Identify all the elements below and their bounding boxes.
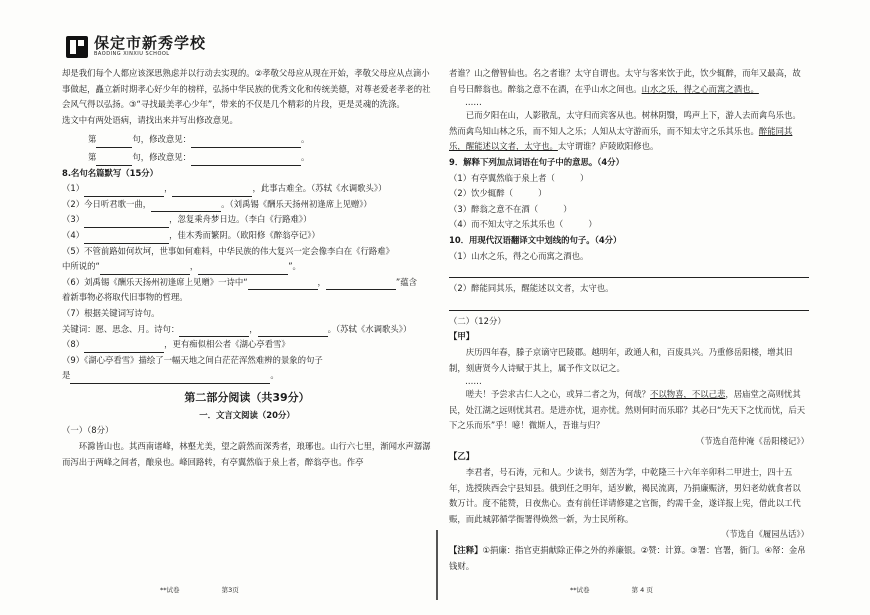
- q8-4-num: （4）: [62, 229, 85, 240]
- fix1-label: 第: [88, 134, 97, 145]
- q8-1-tail: ，此事古难全。（苏轼《水调歌头》）: [252, 183, 387, 194]
- q8-8-blank[interactable]: [84, 342, 164, 353]
- right-footer: [570, 585, 653, 594]
- q8-4-tail: ，佳木秀而繁阴。（欧阳修《醉翁亭记》）: [169, 229, 320, 240]
- q8-1-num: （1）: [62, 183, 85, 194]
- q8-6-blank-a[interactable]: [248, 279, 318, 290]
- q8-6-line2: 着新事物必将取代旧事物的哲理。: [62, 292, 188, 303]
- q9-1: （1）有亭翼然临于泉上者（ ）: [449, 172, 589, 183]
- left-para1: 却是我们每个人都应该深思熟虑并以行动去实现的。②孝敬父母应从现在开始，孝敬父母应从点滴小事做起，矗立新时期孝心好少年的榜样，弘扬中华民族的优秀文化和传统美德，对尊老爱老孝老的社会风气得以弘扬。③“寻找最美孝心少年”，带来的不仅是几个精彩的片段，更是灵魂的洗涤。: [62, 68, 431, 110]
- jia-para2-underlined: 不以物喜，不以己悲: [650, 389, 726, 400]
- q8-6-head: （6）刘禹锡《酬乐天扬州初逢席上见赠》一诗中“: [62, 276, 248, 287]
- q8-title: 8.名句名篇默写（15分）: [62, 167, 159, 178]
- q8-7-line2: [62, 322, 432, 338]
- note-text: ①捐廉：指官吏捐献除正俸之外的养廉银。②赞：计算。③署：官署，衙门。④帑：金帛钱财。: [449, 545, 806, 571]
- q8-7-blank-b[interactable]: [258, 326, 328, 337]
- fix2-label: 第: [88, 151, 97, 162]
- jia-para1: 庆历四年春，滕子京谪守巴陵郡。越明年，政通人和，百废具兴。乃重修岳阳楼，增其旧制，刻唐贤今人诗赋于其上，属予作文以记之。: [449, 346, 793, 373]
- q8-9-head: 是: [62, 370, 71, 381]
- q8-9-tail: 。: [270, 370, 279, 381]
- school-logo: [66, 36, 206, 58]
- q8-2-blank[interactable]: [151, 201, 221, 212]
- school-emblem-icon: [66, 36, 88, 58]
- q8-5: （5）不管前路如何坎坷，世事如何难料，中华民族的伟大复兴一定会像李白在《行路难》: [62, 245, 394, 256]
- q8-9: （9）《湖心亭看雪》描绘了一幅天地之间白茫茫浑然难辨的景象的句子: [62, 354, 323, 365]
- right-para2: [449, 108, 809, 155]
- note-label: 【注释】: [449, 545, 483, 556]
- left-footer-page: 第3页: [221, 586, 239, 594]
- q8-1-comma: ，: [164, 183, 173, 194]
- q8-1-blank-b[interactable]: [172, 186, 252, 197]
- q10-title: 10．用现代汉语翻译文中划线的句子。（4分）: [449, 234, 622, 245]
- q10-2-answer-line[interactable]: [449, 297, 809, 311]
- q8-3: [62, 212, 432, 228]
- q8-4: [62, 228, 432, 244]
- q8-5-tail: ”。: [288, 261, 301, 272]
- right-page-content: [449, 66, 809, 574]
- right-footer-page: 第 4 页: [631, 586, 653, 594]
- jia-para2-head: 嗟夫！予尝求古仁人之心，或异二者之为，何哉？: [465, 389, 651, 400]
- fix2-answer-blank[interactable]: [191, 155, 301, 166]
- q8-1-blank-a[interactable]: [84, 186, 164, 197]
- page-fold-divider: [436, 530, 438, 600]
- right-para1-underlined: 山水之乐，得之心而寓之酒也。: [641, 83, 759, 94]
- q8-3-tail: ，忽复乘舟梦日边。（李白《行路难》）: [169, 214, 312, 225]
- right-para2-underlined: 醉能同其乐，醒能述以文者，太守也。: [449, 125, 793, 152]
- jia-source: （节选自范仲淹《岳阳楼记》）: [695, 435, 809, 446]
- right-para2-text: 已而夕阳在山，人影散乱，太守归而宾客从也。树林阴翳，鸣声上下，游人去而禽鸟乐也。然而禽鸟知山林之乐，而不知人之乐；人知从太守游而乐，而不知太守之乐其乐也。: [449, 110, 801, 136]
- q8-4-blank[interactable]: [84, 233, 169, 244]
- yi-source: （节选自《履园丛话》）: [721, 529, 809, 540]
- fix1-answer-blank[interactable]: [191, 137, 301, 148]
- q8-5-line2: [62, 259, 432, 275]
- q8-8-tail: ，更有痴似相公者《湖心亭看雪》: [164, 339, 290, 350]
- q8-5-blank-a[interactable]: [100, 264, 190, 275]
- q8-7: （7）根据关键词写诗句。: [62, 307, 160, 318]
- q10-1-answer-line[interactable]: [449, 264, 809, 278]
- yi-para: 李君者，号石涛，元和人。少读书，刻苦为学，中乾隆三十六年辛卯科二甲进士，四十五年，选授陕西会宁县知县。俄到任之明年，适岁歉，褐民流离，乃捐廉赈济，男妇老幼就食者以数万计。度不能赞，日夜焦心。查有前任详请修建之官衙，约需千金，遂详报上宪，借此以工代赈，而此城郭循学衙署得焕然一新，为士民所称。: [449, 467, 801, 524]
- q8-6-tail: ”蕴含: [395, 276, 418, 287]
- q8-7-blank-a[interactable]: [179, 326, 249, 337]
- q8-8: [62, 337, 432, 353]
- q8-2-tail: 。（刘禹锡《酬乐天扬州初逢席上见赠》）: [221, 198, 372, 209]
- jia-para2-tail: ，居庙堂之高则忧其民，处江湖之远则忧其君。是进亦忧，退亦忧。然则何时而乐耶？其必曰“先天下之忧而忧，后天下之乐而乐”乎！噫！微斯人，吾谁与归？: [449, 389, 806, 431]
- q8-5-head: 中所说的“: [62, 261, 100, 272]
- q8-5-blank-b[interactable]: [198, 264, 288, 275]
- fix-line-2: 第 句，修改意见： 。: [62, 150, 432, 166]
- jia-dots: ……: [465, 376, 482, 387]
- fix-line-1: 第 句，修改意见： 。: [62, 132, 432, 148]
- jia-label: 【甲】: [449, 331, 475, 342]
- q8-2: [62, 197, 432, 213]
- jia-para2: [449, 387, 809, 434]
- q8-7-comma: ，: [249, 323, 258, 334]
- part2-title: 第二部分阅读（共39分）: [184, 390, 310, 404]
- section1-title: 一．文言文阅读（20分）: [199, 409, 295, 420]
- note: [449, 543, 809, 574]
- logo-cn: 保定市新秀学校: [94, 34, 207, 52]
- left-page-content: [62, 66, 432, 470]
- q10-2: （2）醉能同其乐，醒能述以文者，太守也。: [449, 283, 614, 294]
- right-para2-tail: 太守谓谁？庐陵欧阳修也。: [557, 141, 659, 152]
- q8-9-blank[interactable]: [70, 373, 270, 384]
- q8-6-comma: ，: [317, 276, 326, 287]
- q8-6-blank-b[interactable]: [326, 279, 396, 290]
- left-instr: 选文中有两处语病，请找出来并写出修改意见。: [62, 114, 238, 125]
- fix2-blank[interactable]: [96, 155, 132, 166]
- fix2-text: 句，修改意见：: [132, 151, 191, 162]
- q8-7-head: 关键词：愿、思念、月。诗句：: [62, 323, 180, 334]
- yi-label: 【乙】: [449, 451, 475, 462]
- q8-3-blank[interactable]: [84, 217, 169, 228]
- q8-6: [62, 275, 432, 291]
- q8-9-line2: [62, 368, 432, 384]
- q8-2-head: （2）今日听君歌一曲，: [62, 198, 152, 209]
- q8-3-num: （3）: [62, 214, 85, 225]
- q8-8-num: （8）: [62, 339, 85, 350]
- right-dots-1: ……: [465, 97, 482, 108]
- left-footer: [160, 585, 239, 594]
- q10-1: （1）山水之乐，得之心而寓之酒也。: [449, 250, 589, 261]
- q9-4: （4）而不知太守之乐其乐也（ ）: [449, 219, 597, 230]
- left-footer-label: **试卷: [160, 586, 180, 594]
- right-para1: [449, 66, 809, 97]
- q8-1: [62, 181, 432, 197]
- q8-5-comma: ，: [189, 261, 199, 272]
- fix1-blank[interactable]: [96, 137, 132, 148]
- q9-3: （3）醉翁之意不在酒（ ）: [449, 203, 572, 214]
- sub2-title: （二）（12分）: [449, 315, 506, 326]
- q9-2: （2）饮少辄醉（ ）: [449, 188, 547, 199]
- fix1-text: 句，修改意见：: [132, 134, 191, 145]
- sub1-title: （一）（8分）: [62, 425, 114, 436]
- right-footer-label: **试卷: [570, 586, 590, 594]
- q8-7-tail: 。（苏轼《水调歌头》）: [327, 323, 412, 334]
- logo-text-block: [94, 36, 206, 58]
- logo-en: BAODING XINXIU SCHOOL: [94, 51, 170, 57]
- passage1: 环滁皆山也。其西南诸峰，林壑尤美，望之蔚然而深秀者，琅琊也。山行六七里，渐闻水声潺潺而泻出于两峰之间者，酿泉也。峰回路转，有亭翼然临于泉上者，醉翁亭也。作亭: [62, 441, 431, 467]
- q9-title: 9．解释下列加点词语在句子中的意思。（4分）: [449, 156, 624, 167]
- right-para1-text: 者谁？山之僧智仙也。名之者谁？太守自谓也。太守与客来饮于此，饮少辄醉，而年又最高，故自号曰醉翁也。醉翁之意不在酒，在乎山水之间也。: [449, 68, 801, 94]
